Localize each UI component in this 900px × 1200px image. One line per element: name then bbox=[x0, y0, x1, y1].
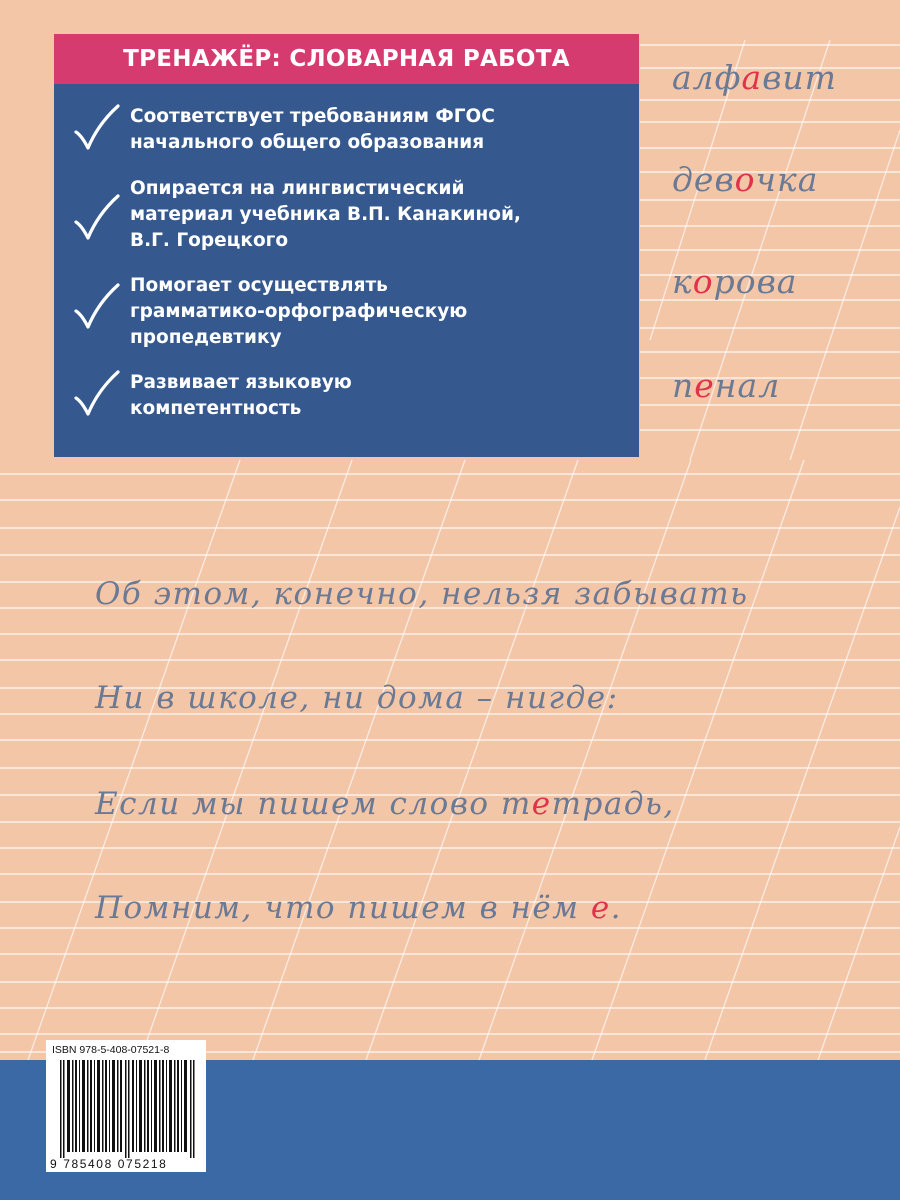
vocabulary-word bbox=[672, 160, 818, 199]
vocabulary-word bbox=[672, 366, 780, 405]
word-part: дев bbox=[672, 160, 735, 199]
feature-line: пропедевтику bbox=[130, 327, 282, 348]
feature-line: В.Г. Горецкого bbox=[130, 230, 289, 251]
isbn-label: ISBN 978-5-408-07521-8 bbox=[52, 1044, 170, 1056]
word-part: чка bbox=[755, 160, 819, 199]
checkmark-icon bbox=[72, 104, 120, 152]
poem-text: Если мы пишем слово т bbox=[95, 786, 532, 822]
feature-line: грамматико-орфографическую bbox=[130, 301, 468, 322]
feature-text bbox=[130, 273, 630, 351]
isbn-barcode bbox=[46, 1040, 206, 1172]
poem-text: . bbox=[610, 890, 623, 926]
poem-line bbox=[95, 576, 749, 612]
word-highlight: е bbox=[694, 366, 715, 405]
poem-line bbox=[95, 680, 619, 716]
poem-line bbox=[95, 786, 675, 822]
word-part: алф bbox=[672, 58, 742, 97]
vocabulary-word bbox=[672, 58, 837, 97]
feature-text bbox=[130, 176, 630, 254]
barcode-bars bbox=[60, 1060, 196, 1158]
word-part: п bbox=[672, 366, 695, 405]
word-part: нал bbox=[714, 366, 781, 405]
poem-highlight: е bbox=[531, 786, 552, 822]
feature-line: Развивает языковую bbox=[130, 372, 352, 393]
poem-highlight: е bbox=[590, 890, 611, 926]
feature-line: компетентность bbox=[130, 398, 302, 419]
poem-line bbox=[95, 890, 622, 926]
page-title: ТРЕНАЖЁР: СЛОВАРНАЯ РАБОТА bbox=[54, 34, 639, 84]
barcode-digits: 9 785408 075218 bbox=[50, 1157, 168, 1171]
word-part: вит bbox=[762, 58, 837, 97]
poem-text: Помним, что пишем в нём bbox=[95, 890, 591, 926]
word-highlight: о bbox=[734, 160, 756, 199]
word-part: к bbox=[672, 262, 693, 301]
feature-line: Опирается на лингвистический bbox=[130, 178, 465, 199]
word-highlight: а bbox=[741, 58, 763, 97]
checkmark-icon bbox=[72, 194, 120, 242]
feature-line: Соответствует требованиям ФГОС bbox=[130, 106, 495, 127]
checkmark-icon bbox=[72, 283, 120, 331]
checkmark-icon bbox=[72, 370, 120, 418]
poem-text: Об этом, конечно, нельзя забывать bbox=[95, 576, 749, 612]
poem-text: Ни в школе, ни дома – нигде: bbox=[95, 680, 619, 716]
feature-text bbox=[130, 104, 630, 156]
vocabulary-word bbox=[672, 262, 797, 301]
feature-text bbox=[130, 370, 630, 422]
poem-text: традь, bbox=[551, 786, 675, 822]
feature-line: Помогает осуществлять bbox=[130, 275, 388, 296]
word-part: рова bbox=[713, 262, 798, 301]
word-highlight: о bbox=[692, 262, 714, 301]
feature-line: материал учебника В.П. Канакиной, bbox=[130, 204, 521, 225]
feature-line: начального общего образования bbox=[130, 132, 485, 153]
